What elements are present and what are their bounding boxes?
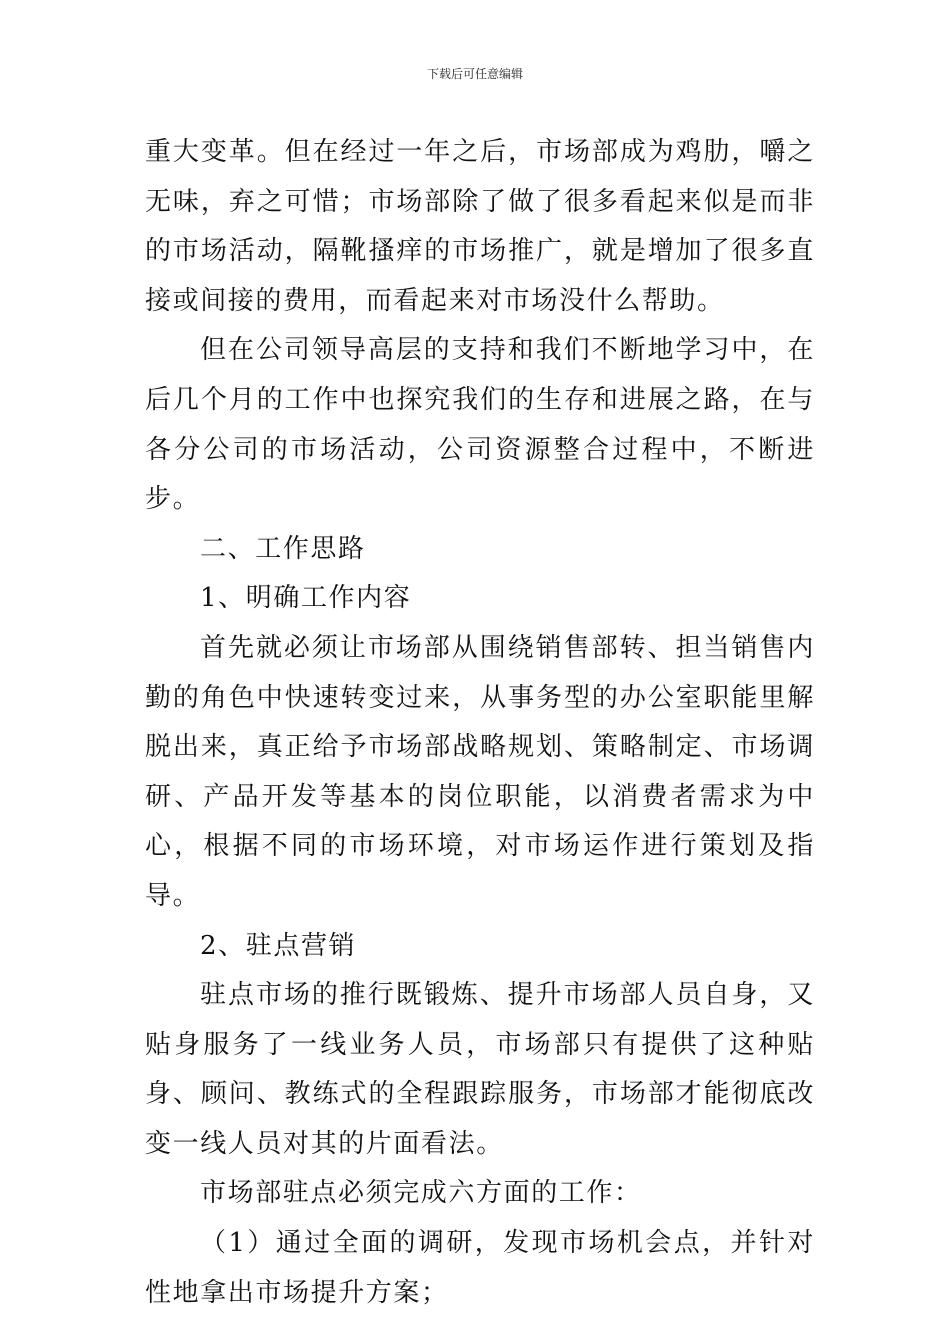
subheading-clarify-work: 1、明确工作内容 — [200, 583, 412, 614]
section-heading-work-ideas: 二、工作思路 — [200, 533, 366, 564]
paragraph-progress: 但在公司领导高层的支持和我们不断地学习中，在后几个月的工作中也探究我们的生存和进展之路，在与各分公司的市场活动，公司资源整合过程中，不断进步。 — [145, 335, 815, 515]
list-item-task-1: （1）通过全面的调研，发现市场机会点，并针对性地拿出市场提升方案； — [145, 1228, 815, 1308]
paragraph-continuation: 重大变革。但在经过一年之后，市场部成为鸡肋，嚼之无味，弃之可惜；市场部除了做了很多看起来似是而非的市场活动，隔靴搔痒的市场推广，就是增加了很多直接或间接的费用，而看起来对市场没什么帮助。 — [145, 137, 815, 316]
page-header-note: 下载后可任意编辑 — [426, 67, 523, 81]
paragraph-six-tasks-intro: 市场部驻点必须完成六方面的工作： — [200, 1178, 642, 1209]
subheading-station-marketing: 2、驻点营销 — [200, 930, 357, 961]
paragraph-clarify-work: 首先就必须让市场部从围绕销售部转、担当销售内勤的角色中快速转变过来，从事务型的办公室职能里解脱出来，真正给予市场部战略规划、策略制定、市场调研、产品开发等基本的岗位职能，以消费者需求为中心，根据不同的市场环境，对市场运作进行策划及指导。 — [145, 632, 815, 911]
document-body — [145, 128, 815, 1318]
paragraph-station-marketing: 驻点市场的推行既锻炼、提升市场部人员自身，又贴身服务了一线业务人员，市场部只有提供了这种贴身、顾问、教练式的全程跟踪服务，市场部才能彻底改变一线人员对其的片面看法。 — [145, 980, 815, 1159]
